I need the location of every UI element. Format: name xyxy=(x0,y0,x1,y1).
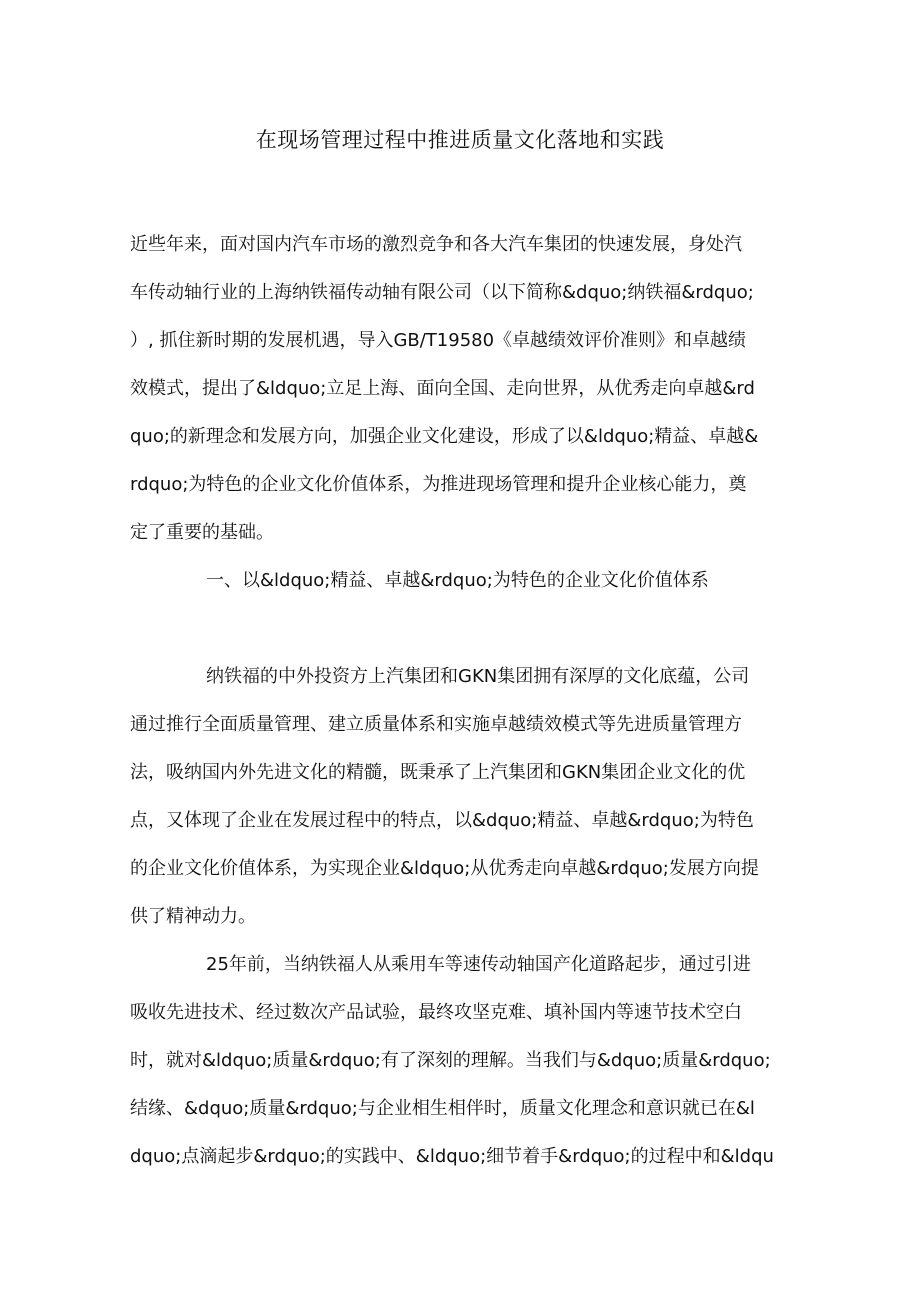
paragraph-2-line-1: 纳铁福的中外投资方上汽集团和GKN集团拥有深厚的文化底蕴，公司 xyxy=(206,666,750,687)
paragraph-3-line-3: 时，就对&ldquo;质量&rdquo;有了深刻的理解。当我们与&dquo;质量&rdquo; xyxy=(130,1050,771,1071)
paragraph-2-line-6: 供了精神动力。 xyxy=(130,906,256,927)
section-heading: 一、以&ldquo;精益、卓越&rdquo;为特色的企业文化价值体系 xyxy=(206,570,709,591)
paragraph-2-line-4: 点，又体现了企业在发展过程中的特点，以&dquo;精益、卓越&rdquo;为特色 xyxy=(130,810,754,831)
paragraph-2-line-3: 法，吸纳国内外先进文化的精髓，既秉承了上汽集团和GKN集团企业文化的优 xyxy=(130,762,746,783)
paragraph-1-line-5: quo;的新理念和发展方向，加强企业文化建设，形成了以&ldquo;精益、卓越& xyxy=(130,426,759,447)
paragraph-3-line-5: dquo;点滴起步&rdquo;的实践中、&ldquo;细节着手&rdquo;的过程中和&ldqu xyxy=(130,1146,774,1167)
paragraph-1-line-6: rdquo;为特色的企业文化价值体系，为推进现场管理和提升企业核心能力，奠 xyxy=(130,474,747,495)
paragraph-1-line-4: 效模式，提出了&ldquo;立足上海、面向全国、走向世界，从优秀走向卓越&rd xyxy=(130,378,755,399)
paragraph-1-line-1: 近些年来，面对国内汽车市场的激烈竞争和各大汽车集团的快速发展，身处汽 xyxy=(130,234,742,255)
paragraph-3-line-2: 吸收先进技术、经过数次产品试验，最终攻坚克难、填补国内等速节技术空白 xyxy=(130,1002,742,1023)
paragraph-1-line-2: 车传动轴行业的上海纳铁福传动轴有限公司（以下简称&dquo;纳铁福&rdquo; xyxy=(130,282,754,303)
paragraph-3-line-1: 25年前，当纳铁福人从乘用车等速传动轴国产化道路起步，通过引进 xyxy=(206,954,751,975)
paragraph-2-line-2: 通过推行全面质量管理、建立质量体系和实施卓越绩效模式等先进质量管理方 xyxy=(130,714,742,735)
document-title: 在现场管理过程中推进质量文化落地和实践 xyxy=(255,128,665,152)
paragraph-1-line-3: ）, 抓住新时期的发展机遇，导入GB/T19580《卓越绩效评价准则》和卓越绩 xyxy=(130,330,747,351)
paragraph-1-line-7: 定了重要的基础。 xyxy=(130,522,274,543)
paragraph-2-line-5: 的企业文化价值体系，为实现企业&ldquo;从优秀走向卓越&rdquo;发展方向提 xyxy=(130,858,759,879)
paragraph-3-line-4: 结缘、&dquo;质量&rdquo;与企业相生相伴时，质量文化理念和意识就已在&l xyxy=(130,1098,755,1119)
